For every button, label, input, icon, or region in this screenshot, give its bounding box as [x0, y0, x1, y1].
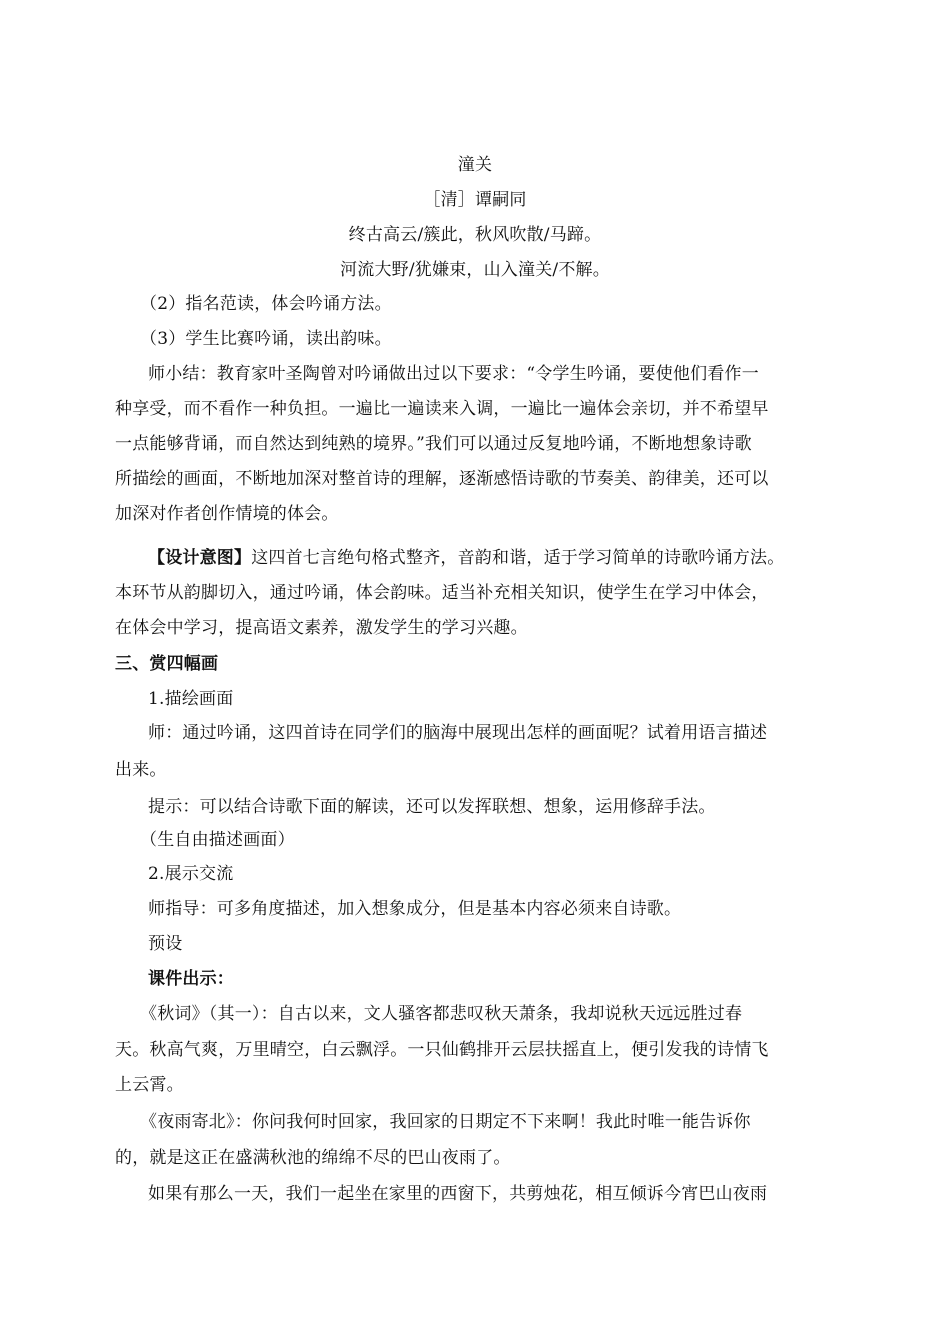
summary-line: 种享受，而不看作一种负担。一遍比一遍读来入调，一遍比一遍体会亲切，并不希望早 — [115, 399, 769, 419]
preset-label: 预设 — [148, 934, 183, 954]
qiuci-line: 上云霄。 — [115, 1075, 184, 1095]
yeyu-line: 《夜雨寄北》：你问我何时回家，我回家的日期定不下来啊！我此时唯一能告诉你 — [140, 1112, 751, 1132]
yeyu-line: 的，就是这正在盛满秋池的绵绵不尽的巴山夜雨了。 — [115, 1148, 511, 1168]
section-heading: 三、赏四幅画 — [115, 654, 219, 674]
design-intent-text: 这四首七言绝句格式整齐，音韵和谐，适于学习简单的诗歌吟诵方法。 — [251, 548, 785, 568]
summary-line: 加深对作者创作情境的体会。 — [115, 504, 339, 524]
teacher-question-line: 师：通过吟诵，这四首诗在同学们的脑海中展现出怎样的画面呢？试着用语言描述 — [148, 723, 768, 743]
summary-line: 所描绘的画面，不断地加深对整首诗的理解，逐渐感悟诗歌的节奏美、韵律美，还可以 — [115, 469, 769, 489]
subheading-2: 2.展示交流 — [148, 864, 234, 884]
hint-text: 提示：可以结合诗歌下面的解读，还可以发挥联想、想象，运用修辞手法。 — [148, 797, 716, 817]
design-intent-line: 本环节从韵脚切入，通过吟诵，体会韵味。适当补充相关知识，使学生在学习中体会， — [115, 583, 769, 603]
yeyu-line: 如果有那么一天，我们一起坐在家里的西窗下，共剪烛花，相互倾诉今宵巴山夜雨 — [148, 1184, 768, 1204]
design-intent-label: 【设计意图】 — [148, 548, 252, 568]
teacher-guide: 师指导：可多角度描述，加入想象成分，但是基本内容必须来自诗歌。 — [148, 899, 682, 919]
poem-author: ［清］谭嗣同 — [423, 190, 527, 210]
summary-line: 一点能够背诵，而自然达到纯熟的境界。”我们可以通过反复地吟诵，不断地想象诗歌 — [115, 434, 752, 454]
design-intent-line: 在体会中学习，提高语文素养，激发学生的学习兴趣。 — [115, 618, 528, 638]
step-3: （3）学生比赛吟诵，读出韵味。 — [140, 329, 392, 349]
step-2: （2）指名范读，体会吟诵方法。 — [140, 294, 392, 314]
design-intent-line — [148, 546, 784, 570]
qiuci-line: 天。秋高气爽，万里晴空，白云飘浮。一只仙鹤排开云层扶摇直上，便引发我的诗情飞 — [115, 1040, 769, 1060]
summary-line: 师小结：教育家叶圣陶曾对吟诵做出过以下要求：“令学生吟诵，要使他们看作一 — [148, 364, 759, 384]
poem-line-2: 河流大野/犹嫌束，山入潼关/不解。 — [340, 260, 610, 280]
poem-title: 潼关 — [457, 155, 493, 175]
subheading-1: 1.描绘画面 — [148, 689, 234, 709]
courseware-label: 课件出示： — [148, 969, 234, 989]
free-description: （生自由描述画面） — [140, 830, 295, 850]
qiuci-line: 《秋词》（其一）：自古以来，文人骚客都悲叹秋天萧条，我却说秋天远远胜过春 — [140, 1004, 743, 1024]
teacher-question-line: 出来。 — [115, 760, 167, 780]
poem-line-1: 终古高云/簇此，秋风吹散/马蹄。 — [348, 225, 602, 245]
